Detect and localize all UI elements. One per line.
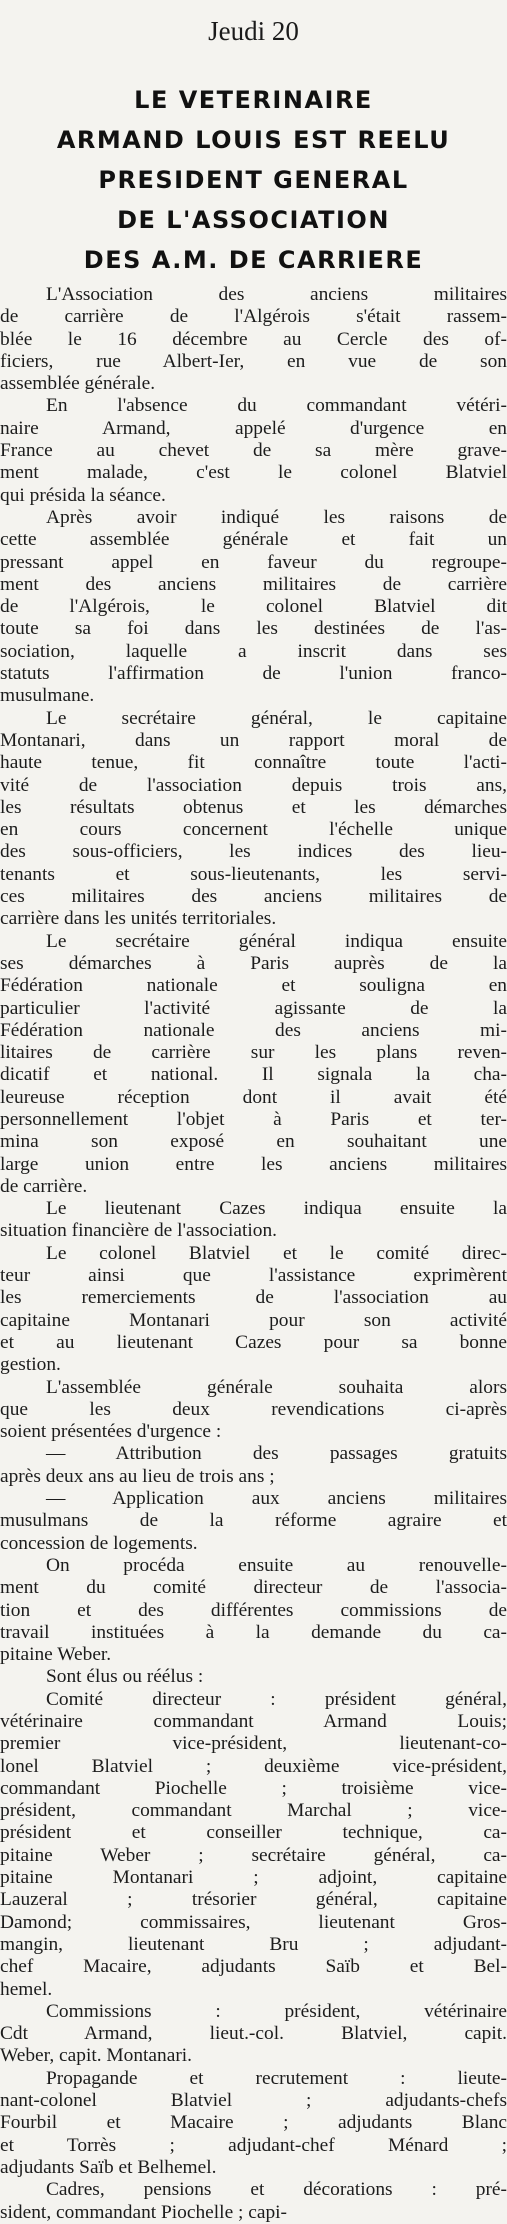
article-paragraph <box>0 1488 507 1555</box>
article-line: ficiers, rue Albert-Ier, en vue de son <box>0 350 507 372</box>
headline-line: DES A.M. DE CARRIERE <box>83 246 424 274</box>
article-line: nant-colonel Blatviel ; adjudants-chefs <box>0 2090 507 2112</box>
article-line: Lauzeral ; trésorier général, capitaine <box>0 1889 507 1911</box>
article-line: Weber, capit. Montanari. <box>0 2045 193 2067</box>
article-line: On procéda ensuite au renouvelle- <box>46 1554 507 1576</box>
article-line: concession de logements. <box>0 1532 198 1554</box>
article-line: pitaine Weber ; secrétaire général, ca- <box>0 1844 507 1866</box>
article-line: Cadres, pensions et décorations : pré- <box>46 2179 507 2201</box>
article-line: leureuse réception dont il avait été <box>0 1086 507 1108</box>
article-line: président, commandant Marchal ; vice- <box>0 1800 507 1822</box>
article-line: Le secrétaire général indiqua ensuite <box>46 930 507 952</box>
article-line: qui présida la séance. <box>0 484 166 506</box>
article-line: ces militaires des anciens militaires de <box>0 886 507 908</box>
headline-line: DE L'ASSOCIATION <box>117 206 390 234</box>
article-paragraph <box>0 931 507 1199</box>
article-paragraph <box>0 1198 507 1243</box>
article-line: président et conseiller technique, ca- <box>0 1822 507 1844</box>
article-line: Comité directeur : président général, <box>46 1688 507 1710</box>
article-line: — Application aux anciens militaires <box>46 1488 507 1510</box>
article-line: particulier l'activité agissante de la <box>0 997 507 1019</box>
article-line: L'Association des anciens militaires <box>46 284 507 305</box>
article-line: litaires de carrière sur les plans reven- <box>0 1042 507 1064</box>
article-line: tenants et sous-lieutenants, les servi- <box>0 863 507 885</box>
article-line: pitaine Montanari ; adjoint, capitaine <box>0 1867 507 1889</box>
article-line: En l'absence du commandant vétéri- <box>46 395 507 417</box>
headline-line: PRESIDENT GENERAL <box>98 166 409 194</box>
article-line: travail instituées à la demande du ca- <box>0 1621 507 1643</box>
article-line: Fédération nationale et souligna en <box>0 975 507 997</box>
article-line: musulmane. <box>0 685 95 707</box>
article-line: et au lieutenant Cazes pour sa bonne <box>0 1331 507 1353</box>
article-paragraph <box>0 1443 507 1488</box>
article-line: Propagande et recrutement : lieute- <box>46 2067 507 2089</box>
article-line: après deux ans au lieu de trois ans ; <box>0 1465 275 1487</box>
article-paragraph <box>0 284 507 395</box>
article-line: carrière dans les unités territoriales. <box>0 908 277 930</box>
article-line: large union entre les anciens militaires <box>0 1153 507 1175</box>
article-line: L'assemblée générale souhaita alors <box>46 1376 507 1398</box>
article-line: naire Armand, appelé d'urgence en <box>0 417 507 439</box>
article-line: — Attribution des passages gratuits <box>46 1443 507 1465</box>
article-paragraph <box>0 395 507 506</box>
article-line: des sous-officiers, les indices des lieu- <box>0 841 507 863</box>
article-line: musulmans de la réforme agraire et <box>0 1510 507 1532</box>
article-line: de carrière de l'Algérois s'était rassem- <box>0 306 507 328</box>
article-paragraph <box>0 1555 507 1666</box>
article-line: vétérinaire commandant Armand Louis; <box>0 1711 507 1732</box>
article-line: ses démarches à Paris auprès de la <box>0 952 507 974</box>
article-paragraph <box>0 2068 507 2179</box>
article-line: commandant Piochelle ; troisième vice- <box>0 1777 507 1799</box>
article-line: sociation, laquelle a inscrit dans ses <box>0 640 507 662</box>
article-line: blée le 16 décembre au Cercle des of- <box>0 328 507 350</box>
article-line: ment du comité directeur de l'associa- <box>0 1577 507 1599</box>
article-line: Fourbil et Macaire ; adjudants Blanc <box>0 2112 507 2134</box>
article-line: ment des anciens militaires de carrière <box>0 573 507 595</box>
article-line: chef Macaire, adjudants Saïb et Bel- <box>0 1956 507 1978</box>
article-line: lonel Blatviel ; deuxième vice-président, <box>0 1755 507 1777</box>
article-line: hemel. <box>0 1978 53 2000</box>
headline-line: ARMAND LOUIS EST REELU <box>56 126 451 154</box>
article-line: assemblée générale. <box>0 373 156 395</box>
article-line: et Torrès ; adjudant-chef Ménard ; <box>0 2134 507 2156</box>
article-line: Montanari, dans un rapport moral de <box>0 729 507 751</box>
article-line: de l'Algérois, le colonel Blatviel dit <box>0 596 507 618</box>
article-line: situation financière de l'association. <box>0 1220 278 1242</box>
article-paragraph <box>0 2179 507 2224</box>
article-line: mina son exposé en souhaitant une <box>0 1131 507 1153</box>
article-line: les résultats obtenus et les démarches <box>0 796 507 818</box>
article-paragraph <box>0 2001 507 2068</box>
article-line: personnellement l'objet à Paris et ter- <box>0 1108 507 1130</box>
page-date: Jeudi 20 <box>208 16 299 46</box>
article-body <box>0 284 507 2224</box>
article-line: sident, commandant Piochelle ; capi- <box>0 2201 288 2223</box>
article-paragraph <box>0 708 507 931</box>
article-line: de carrière. <box>0 1175 88 1197</box>
article-line: haute tenue, fit connaître toute l'acti- <box>0 752 507 774</box>
article-line: Après avoir indiqué les raisons de <box>46 506 507 528</box>
article-line: adjudants Saïb et Belhemel. <box>0 2156 217 2178</box>
article-paragraph <box>0 507 507 708</box>
article-line: ment malade, c'est le colonel Blatviel <box>0 462 507 484</box>
article-line: Cdt Armand, lieut.-col. Blatviel, capit. <box>0 2023 507 2045</box>
article-line: en cours concernent l'échelle unique <box>0 819 507 841</box>
article-line: que les deux revendications ci-après <box>0 1398 507 1420</box>
article-line: Damond; commissaires, lieutenant Gros- <box>0 1911 507 1933</box>
article-headline <box>0 80 507 280</box>
article-paragraph <box>0 1689 507 2001</box>
article-line: soient présentées d'urgence : <box>0 1421 222 1443</box>
article-line: gestion. <box>0 1354 61 1376</box>
article-line: Le secrétaire général, le capitaine <box>46 707 507 729</box>
article-line: capitaine Montanari pour son activité <box>0 1309 507 1331</box>
article-line: premier vice-président, lieutenant-co- <box>0 1733 507 1755</box>
article-line: cette assemblée générale et fait un <box>0 529 507 551</box>
article-line: Le lieutenant Cazes indiqua ensuite la <box>46 1198 507 1220</box>
article-paragraph <box>0 1243 507 1377</box>
article-line: mangin, lieutenant Bru ; adjudant- <box>0 1933 507 1955</box>
article-line: teur ainsi que l'assistance exprimèrent <box>0 1265 507 1287</box>
article-line: tion et des différentes commissions de <box>0 1599 507 1621</box>
article-line: Fédération nationale des anciens mi- <box>0 1019 507 1041</box>
article-line: Sont élus ou réélus : <box>46 1666 204 1688</box>
article-line: pressant appel en faveur du regroupe- <box>0 551 507 573</box>
article-line: pitaine Weber. <box>0 1644 112 1666</box>
article-line: les remerciements de l'association au <box>0 1287 507 1309</box>
article-line: vité de l'association depuis trois ans, <box>0 774 507 796</box>
article-line: dicatif et national. Il signala la cha- <box>0 1064 507 1086</box>
article-line: statuts l'affirmation de l'union franco- <box>0 663 507 685</box>
article-line: France au chevet de sa mère grave- <box>0 440 507 462</box>
article-paragraph <box>0 1666 507 1688</box>
headline-line: LE VETERINAIRE <box>134 86 373 114</box>
article-paragraph <box>0 1377 507 1444</box>
article-line: Commissions : président, vétérinaire <box>46 2000 507 2022</box>
article-line: toute sa foi dans les destinées de l'as- <box>0 618 507 640</box>
article-line: Le colonel Blatviel et le comité direc- <box>46 1242 507 1264</box>
